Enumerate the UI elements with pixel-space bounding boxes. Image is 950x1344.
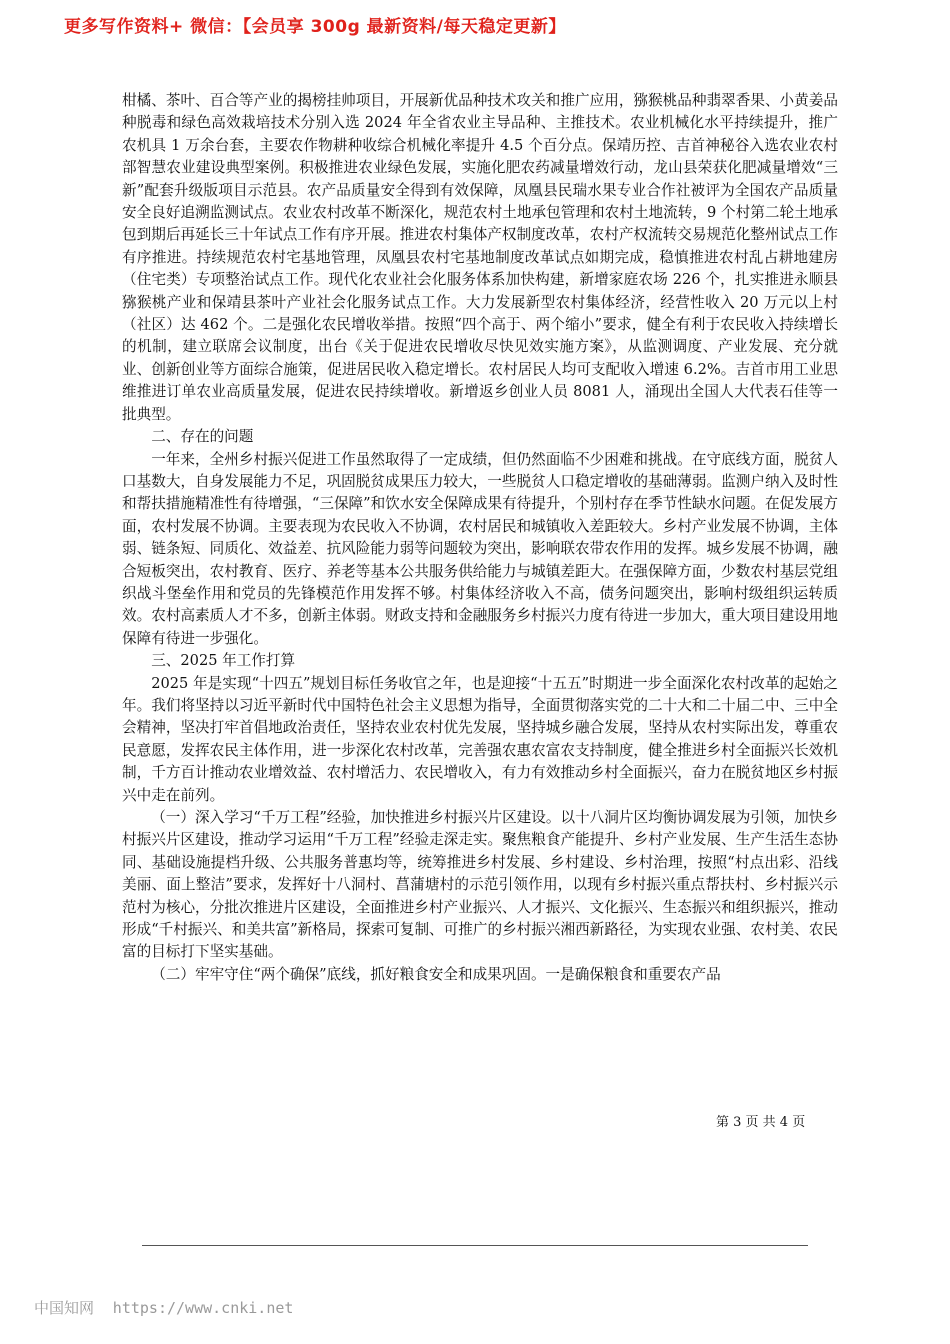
footer-divider bbox=[142, 1245, 808, 1246]
section-heading-problems: 二、存在的问题 bbox=[151, 428, 254, 446]
watermark bbox=[34, 1297, 293, 1318]
section-heading-plans: 三、2025 年工作打算 bbox=[151, 652, 296, 670]
body-paragraph: 2025 年是实现“十四五”规划目标任务收官之年，也是迎接“十五五”时期进一步全面深化农村改革的起始之年。我们将坚持以习近平新时代中国特色社会主义思想为指导，全面贯彻落实党的二十大和二十届二中、三中全会精神，坚决打牢首倡地政治责任，坚持农业农村优先发展，坚持城乡融合发展，坚持从农村实际出发，尊重农民意愿，发挥农民主体作用，进一步深化农村改革，完善强农惠农富农支持制度，健全推进乡村全面振兴长效机制，千方百计推动农业增效益、农村增活力、农民增收入，有力有效推动乡村全面振兴，奋力在脱贫地区乡村振兴中走在前列。 bbox=[122, 674, 838, 804]
body-paragraph: 柑橘、茶叶、百合等产业的揭榜挂帅项目，开展新优品种技术攻关和推广应用，猕猴桃品种翡翠香果、小黄姜品种脱毒和绿色高效栽培技术分别入选 2024 年全省农业主导品种、主推技术。农业机械化水平持续提升，推广农机具 1 万余台套，主要农作物耕种收综合机械化率提升 4.5 个百分点。保靖历控、吉首神秘谷入选农业农村部智慧农业建设典型案例。积极推进农业绿色发展，实施化肥农药减量增效行动，龙山县荣获化肥减量增效“三新”配套升级版项目示范县。农产品质量安全得到有效保障，凤凰县民瑞水果专业合作社被评为全国农产品质量安全良好追溯监测试点。农业农村改革不断深化，规范农村土地承包管理和农村土地流转，9 个村第二轮土地承包到期后再延长三十年试点工作有序开展。推进农村集体产权制度改革，农村产权流转交易规范化整州试点工作有序推进。持续规范农村宅基地管理，凤凰县农村宅基地制度改革试点如期完成，稳慎推进农村乱占耕地建房（住宅类）专项整治试点工作。现代化农业社会化服务体系加快构建，新增家庭农场 226 个，扎实推进永顺县猕猴桃产业和保靖县茶叶产业社会化服务试点工作。大力发展新型农村集体经济，经营性收入 20 万元以上村（社区）达 462 个。二是强化农民增收举措。按照“四个高于、两个缩小”要求，健全有利于农民收入持续增长的机制，建立联席会议制度，出台《关于促进农民增收尽快见效实施方案》，从监测调度、产业发展、充分就业、创新创业等方面综合施策，促进居民收入稳定增长。农村居民人均可支配收入增速 6.2%。吉首市用工业思维推进订单农业高质量发展，促进农民持续增收。新增返乡创业人员 8081 人，涌现出全国人大代表石佳等一批典型。 bbox=[122, 92, 838, 423]
watermark-logo: 中国知网 bbox=[34, 1299, 95, 1317]
body-paragraph: 一年来，全州乡村振兴促进工作虽然取得了一定成绩，但仍然面临不少困难和挑战。在守底线方面，脱贫人口基数大，自身发展能力不足，巩固脱贫成果压力较大，一些脱贫人口稳定增收的基础薄弱。监测户纳入及时性和帮扶措施精准性有待增强，“三保障”和饮水安全保障成果有待提升，个别村存在季节性缺水问题。在促发展方面，农村发展不协调。主要表现为农民收入不协调，农村居民和城镇收入差距较大。乡村产业发展不协调，主体弱、链条短、同质化、效益差、抗风险能力弱等问题较为突出，影响联农带农作用的发挥。城乡发展不协调，融合短板突出，农村教育、医疗、养老等基本公共服务供给能力与城镇差距大。在强保障方面，少数农村基层党组织战斗堡垒作用和党员的先锋模范作用发挥不够。村集体经济收入不高，债务问题突出，影响村级组织运转质效。农村高素质人才不多，创新主体弱。财政支持和金融服务乡村振兴力度有待进一步加大，重大项目建设用地保障有待进一步强化。 bbox=[122, 450, 838, 647]
document-body bbox=[122, 90, 838, 986]
body-paragraph: （一）深入学习“千万工程”经验，加快推进乡村振兴片区建设。以十八洞片区均衡协调发展为引领，加快乡村振兴片区建设，推动学习运用“千万工程”经验走深走实。聚焦粮食产能提升、乡村产业发展、生产生活生态协同、基础设施提档升级、公共服务普惠均等，统筹推进乡村发展、乡村建设、乡村治理，按照“村点出彩、沿线美丽、面上整洁”要求，发挥好十八洞村、菖蒲塘村的示范引领作用，以现有乡村振兴重点帮扶村、乡村振兴示范村为核心，分批次推进片区建设，全面推进乡村产业振兴、人才振兴、文化振兴、生态振兴和组织振兴，推动形成“千村振兴、和美共富”新格局，探索可复制、可推广的乡村振兴湘西新路径，为实现农业强、农村美、农民富的目标打下坚实基础。 bbox=[122, 809, 838, 961]
body-paragraph: （二）牢牢守住“两个确保”底线，抓好粮食安全和成果巩固。一是确保粮食和重要农产品 bbox=[151, 965, 721, 983]
page-number: 第 3 页 共 4 页 bbox=[716, 1115, 806, 1130]
watermark-url: https://www.cnki.net bbox=[112, 1299, 294, 1317]
promo-banner-text: 更多写作资料+ 微信：【会员享 300g 最新资料/每天稳定更新】 bbox=[64, 17, 566, 37]
